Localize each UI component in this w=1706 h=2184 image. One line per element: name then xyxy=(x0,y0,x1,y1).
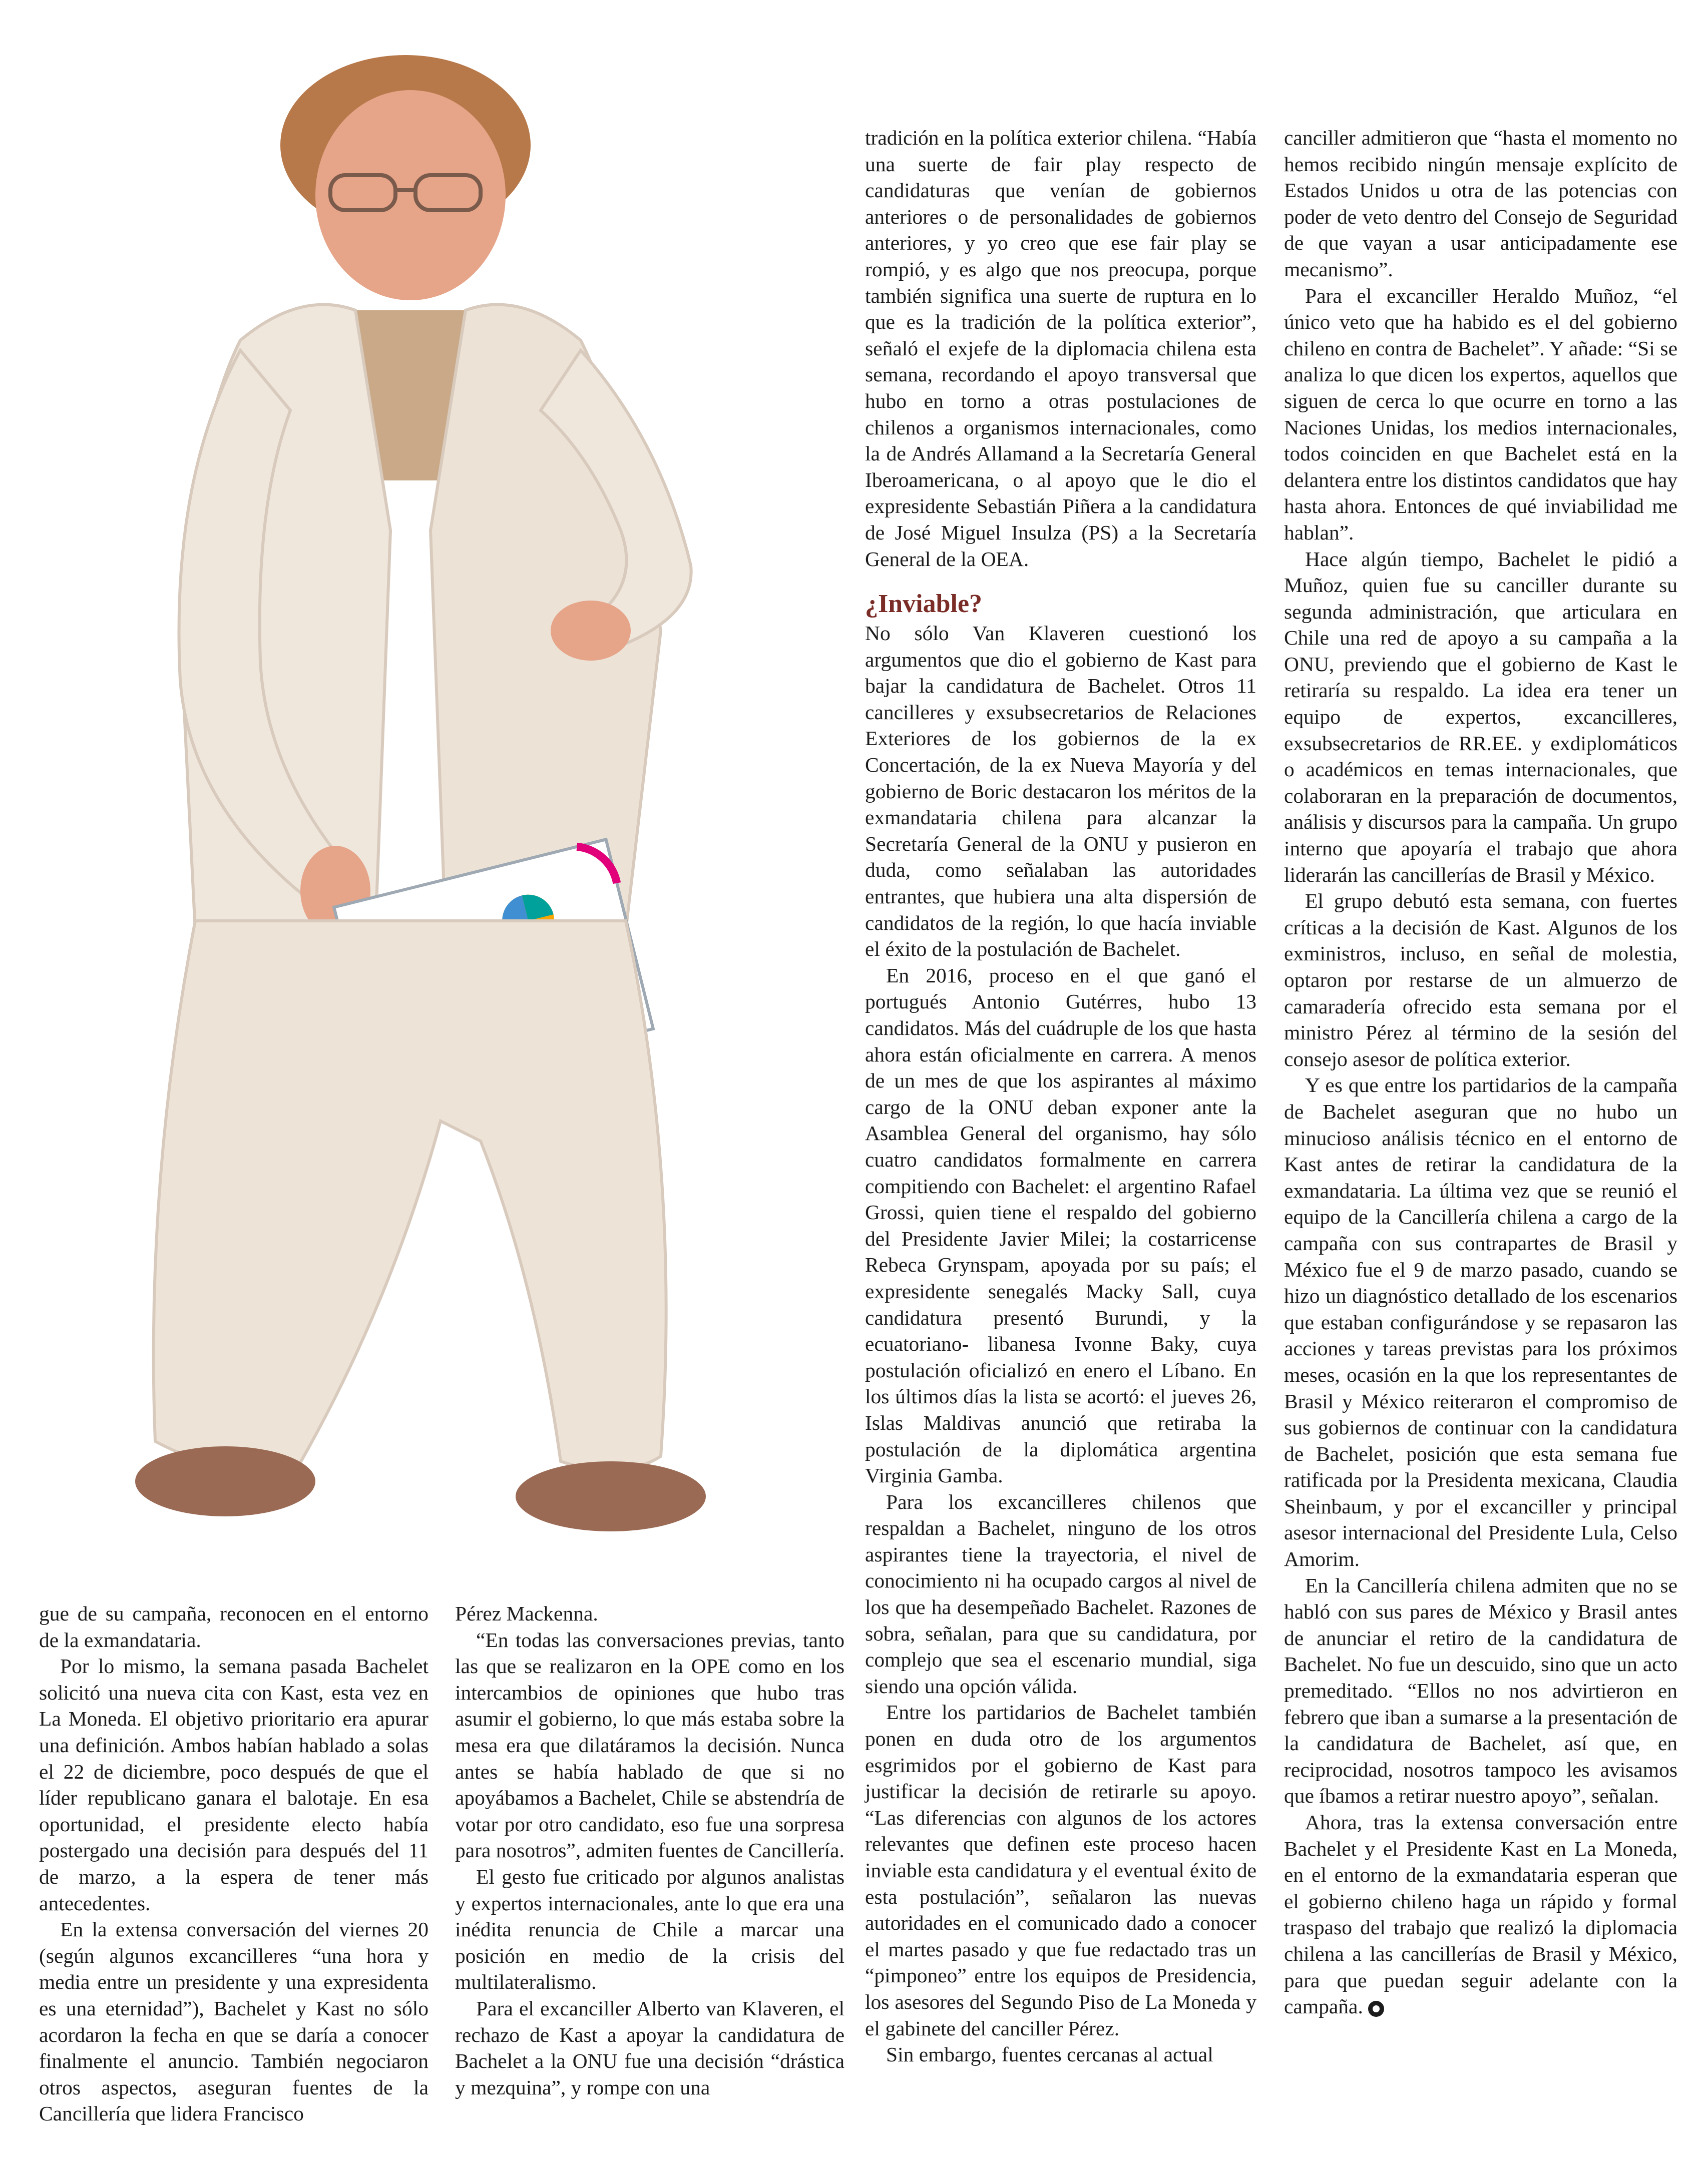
paragraph-final xyxy=(1284,1809,1677,2020)
section-heading: ¿Inviable? xyxy=(865,590,983,619)
paragraph: En la extensa conversación del viernes 20 (según algunos excancilleres “una hora y media entre un presidente y una expresidenta es una eternidad”), Bachelet y Kast no sólo acordaron la fecha en que se daría a conocer finalmente el anuncio. También negociaron otros aspectos, aseguran fuentes de la Cancillería que lidera Francisco xyxy=(39,1918,429,2125)
article-photo xyxy=(30,30,816,1596)
end-of-article-icon xyxy=(1368,2001,1384,2017)
article-column-2 xyxy=(455,1600,844,2100)
paragraph: Para el excanciller Heraldo Muñoz, “el único veto que ha habido es el del gobierno chileno en contra de Bachelet”. Y añade: “Si se analiza lo que dicen los expertos, aquellos que siguen de cerca lo que ocurre en torno a las Naciones Unidas, los medios internacionales, todos coinciden en que Bachelet está en la delantera entre los distintos candidatos que hay hasta ahora. Entonces de qué inviabilidad me hablan”. xyxy=(1284,284,1677,544)
paragraph: Hace algún tiempo, Bachelet le pidió a Muñoz, quien fue su canciller durante su segunda administración, que articulara en Chile una red de apoyo a su campaña a la ONU, previendo que el gobierno de Kast le retiraría su respaldo. La idea era tener un equipo de expertos, excancilleres, exsubsecretarios de RR.EE. y exdiplomáticos o académicos en temas internacionales, que colaboraran en la preparación de documentos, análisis y discursos para la campaña. Un grupo interno que apoyaría el trabajo que ahora liderarán las cancillerías de Brasil y México. xyxy=(1284,547,1677,886)
article-column-4 xyxy=(1284,125,1677,2020)
paragraph: “En todas las conversaciones previas, tanto las que se realizaron en la OPE como en los intercambios de opiniones que hubo tras asumir el gobierno, lo que más estaba sobre la mesa era que dilatáramos la decisión. Nunca antes se había hablado de que si no apoyábamos a Bachelet, Chile se abstendría de votar por otro candidato, eso fue una sorpresa para nosotros”, admiten fuentes de Cancillería. xyxy=(455,1628,844,1862)
paragraph: El gesto fue criticado por algunos analistas y expertos internacionales, ante lo que era una inédita renuncia de Chile a marcar una posición en medio de la crisis del multilateralismo. xyxy=(455,1865,844,1994)
paragraph: Entre los partidarios de Bachelet también ponen en duda otro de los argumentos esgrimidos por el gobierno de Kast para justificar la decisión de retirarle su apoyo. “Las diferencias con algunos de los actores relevantes que definen este proceso hacen inviable esta candidatura y el eventual éxito de esta postulación”, señalaron las nuevas autoridades en el comunicado dado a conocer el martes pasado y que fue redactado tras un “pimponeo” entre los equipos de Presidencia, los asesores del Segundo Piso de La Moneda y el gabinete del canciller Pérez. xyxy=(865,1701,1256,2040)
paragraph: En la Cancillería chilena admiten que no se habló con sus pares de México y Brasil antes de anunciar el retiro de la candidatura de Bachelet. No fue un descuido, sino que un acto premeditado. “Ellos no nos advirtieron en febrero que iban a sumarse a la presentación de la candidatura de Bachelet, así que, en reciprocidad, nosotros tampoco les avisamos que íbamos a retirar nuestro apoyo”, señalan. xyxy=(1284,1573,1677,1808)
article-column-3 xyxy=(865,125,1256,2068)
paragraph: canciller admitieron que “hasta el momento no hemos recibido ningún mensaje explícito de Estados Unidos u otra de las potencias con poder de veto dentro del Consejo de Seguridad de que vayan a usar anticipadamente ese mecanismo”. xyxy=(1284,126,1677,281)
paragraph: Pérez Mackenna. xyxy=(455,1602,598,1625)
paragraph: Para los excancilleres chilenos que respaldan a Bachelet, ninguno de los otros aspirantes tiene la trayectoria, el nivel de conocimiento ni ha ocupado cargos al nivel de los que ha desempeñado Bachelet. Razones de sobra, señalan, para que su candidatura, por complejo que sea el escenario mundial, siga siendo una opción válida. xyxy=(865,1490,1256,1698)
paragraph: Por lo mismo, la semana pasada Bachelet solicitó una nueva cita con Kast, esta vez en La Moneda. El objetivo prioritario era apurar una definición. Ambos habían hablado a solas el 22 de diciembre, poco después de que el líder republicano ganara el balotaje. En esa oportunidad, el presidente electo había postergado una decisión para después del 11 de marzo, a la espera de tener más antecedentes. xyxy=(39,1655,429,1915)
article-column-1 xyxy=(39,1600,429,2127)
person-photo-icon xyxy=(30,30,816,1596)
paragraph: tradición en la política exterior chilena. “Había una suerte de fair play respecto de candidaturas que venían de gobiernos anteriores o de personalidades de gobiernos anteriores, y yo creo que ese fair play se rompió, y es algo que nos preocupa, porque también significa una suerte de ruptura en lo que es la tradición de la política exterior”, señaló el exjefe de la diplomacia chilena esta semana, recordando el apoyo transversal que hubo en torno a otras postulaciones de chilenos a organismos internacionales, como la de Andrés Allamand a la Secretaría General Iberoamericana, o al apoyo que le dio el expresidente Sebastián Piñera a la candidatura de José Miguel Insulza (PS) a la Secretaría General de la OEA. xyxy=(865,126,1256,571)
paragraph: El grupo debutó esta semana, con fuertes críticas a la decisión de Kast. Algunos de los exministros, incluso, en señal de molestia, optaron por restarse de un almuerzo de camaradería ofrecido esta semana por el ministro Pérez al término de la sesión del consejo asesor de política exterior. xyxy=(1284,889,1677,1070)
paragraph: En 2016, proceso en el que ganó el portugués Antonio Gutérres, hubo 13 candidatos. Más del cuádruple de los que hasta ahora están oficialmente en carrera. A menos de un mes de que los aspirantes al máximo cargo de la ONU deban exponer ante la Asamblea General del organismo, hay sólo cuatro candidatos formalmente en carrera compitiendo con Bachelet: el argentino Rafael Grossi, quien tiene el respaldo del gobierno del Presidente Javier Milei; la costarricense Rebeca Grynspam, apoyada por su país; el expresidente senegalés Macky Sall, cuya candidatura presentó Burundi, y la ecuatoriano- libanesa Ivonne Baky, cuya postulación oficializó en enero el Líbano. En los últimos días la lista se acortó: el jueves 26, Islas Maldivas anunció que retiraba la postulación de la diplomática argentina Virginia Gamba. xyxy=(865,963,1256,1487)
paragraph: Para el excanciller Alberto van Klaveren, el rechazo de Kast a apoyar la candidatura de Bachelet a la ONU fue una decisión “drástica y mezquina”, y rompe con una xyxy=(455,1996,844,2099)
paragraph: No sólo Van Klaveren cuestionó los argumentos que dio el gobierno de Kast para bajar la candidatura de Bachelet. Otros 11 cancilleres y exsubsecretarios de Relaciones Exteriores de los gobiernos de la ex Concertación, de la ex Nueva Mayoría y del gobierno de Boric destacaron los méritos de la exmandataria chilena para alcanzar la Secretaría General de la ONU y pusieron en duda, como señalaban las autoridades entrantes, que hubiera una alta dispersión de candidatos de la región, lo que hacía inviable el éxito de la postulación de Bachelet. xyxy=(865,622,1256,961)
paragraph: Y es que entre los partidarios de la campaña de Bachelet aseguran que no hubo un minucioso análisis técnico en el entorno de Kast antes de retirar la candidatura de la exmandataria. La última vez que se reunió el equipo de la Cancillería chilena a cargo de la campaña con sus contrapartes de Brasil y México fue el 9 de marzo pasado, cuando se hizo un diagnóstico detallado de los escenarios que estaban configurándose y se repasaron las acciones y tareas previstas para los próximos meses, ocasión en la que los representantes de Brasil y México reiteraron el compromiso de sus gobiernos de continuar con la candidatura de Bachelet, posición que esta semana fue ratificada por la Presidenta mexicana, Claudia Sheinbaum, y por el excanciller y principal asesor internacional del Presidente Lula, Celso Amorim. xyxy=(1284,1073,1677,1571)
paragraph: Sin embargo, fuentes cercanas al actual xyxy=(886,2043,1213,2066)
paragraph-final-text: Ahora, tras la extensa conversación entre Bachelet y el Presidente Kast en La Moneda, en el entorno de la exmandataria esperan que el gobierno chileno haga un rápido y formal traspaso del trabajo que realizó la diplomacia chilena a las cancillerías de Brasil y México, para que puedan seguir adelante con la campaña. xyxy=(1284,1811,1677,2018)
paragraph: gue de su campaña, reconocen en el entorno de la exmandataria. xyxy=(39,1602,429,1652)
